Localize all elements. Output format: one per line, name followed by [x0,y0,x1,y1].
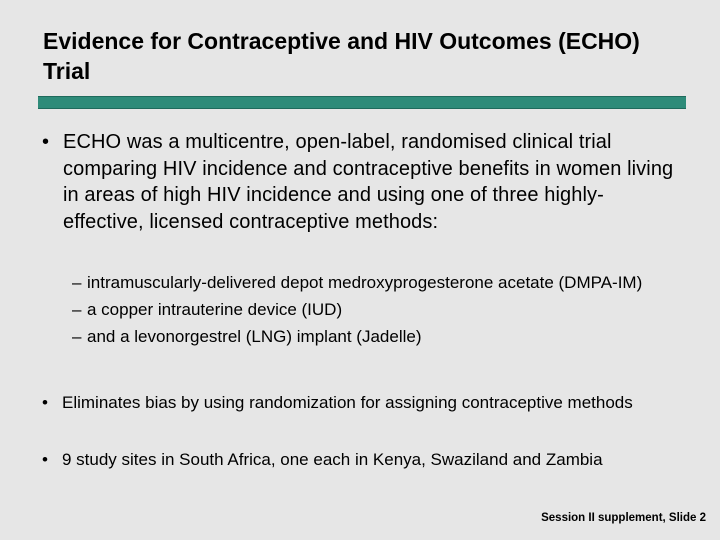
bullet-text: 9 study sites in South Africa, one each in Kenya, Swaziland and Zambia [62,450,603,469]
title-underline-bar [38,96,686,109]
dash-marker: – [72,273,82,292]
bullet-item-2 [42,391,682,414]
sub-bullet-item-1 [72,272,672,294]
bullet-marker: • [42,450,48,469]
sub-bullet-text: a copper intrauterine device (IUD) [87,300,343,319]
bullet-text: ECHO was a multicentre, open-label, randomised clinical trial comparing HIV incidence and contraceptive benefits in women living in areas of high HIV incidence and using one of three highly-effective, licensed contraceptive methods: [63,131,674,233]
bullet-item-3 [42,448,682,471]
sub-bullet-list [72,272,672,353]
sub-bullet-item-2 [72,299,672,321]
sub-bullet-item-3 [72,326,672,348]
bullet-marker: • [42,393,48,412]
dash-marker: – [72,327,82,346]
sub-bullet-text: and a levonorgestrel (LNG) implant (Jadelle) [87,327,422,346]
slide-footer: Session II supplement, Slide 2 [541,512,706,524]
slide-title: Evidence for Contraceptive and HIV Outcomes (ECHO) Trial [43,28,640,84]
bullet-item-1 [42,129,682,235]
dash-marker: – [72,300,82,319]
bullet-text: Eliminates bias by using randomization for assigning contraceptive methods [62,393,633,412]
bullet-marker: • [42,131,50,153]
sub-bullet-text: intramuscularly-delivered depot medroxyprogesterone acetate (DMPA-IM) [87,273,643,292]
